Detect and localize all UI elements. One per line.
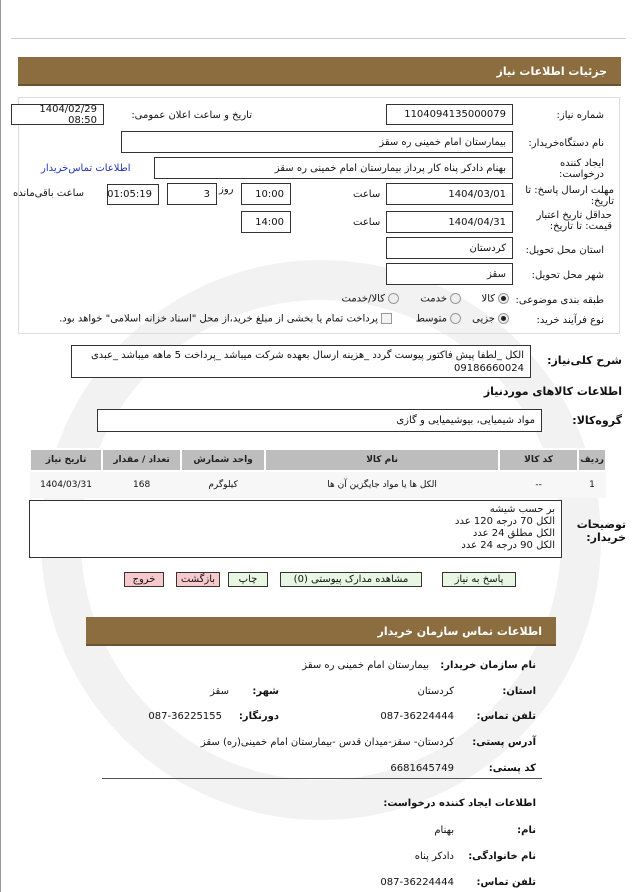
buyer-org-field: بیمارستان امام خمینی ره سقز [121,131,513,153]
exit-button[interactable]: خروج [124,572,164,587]
city-label: شهر محل تحویل: [531,270,604,281]
table-row [30,471,606,498]
category-radio-both[interactable]: کالا/خدمت [342,293,403,305]
phone-label: تلفن تماس: [476,711,536,722]
creator-info-title: اطلاعات ایجاد کننده درخواست: [383,798,536,809]
city-value: سقز [210,686,229,697]
category-radio-goods[interactable]: کالا [481,293,512,305]
validity-time-label: ساعت [353,217,381,228]
treasury-payment-checkbox[interactable]: پرداخت تمام یا بخشی از مبلغ خرید،از محل "اسناد خزانه اسلامی" خواهد بود. [59,313,395,325]
attachments-button[interactable]: مشاهده مدارک پیوستی (0) [280,572,422,587]
remaining-label: ساعت باقی‌مانده [13,188,85,199]
creator-field: بهنام دادکر پناه کار پرداز بیمارستان امام خمینی ره سقز [154,157,513,179]
cell-qty: 168 [102,471,181,498]
province-value: کردستان [417,686,454,697]
divider [102,778,542,779]
fax-value: 087-36225155 [148,711,222,722]
goods-title: اطلاعات کالاهای موردنیاز [483,385,622,398]
announce-field: 1404/02/29 08:50 [11,104,104,125]
need-number-label: شماره نیاز: [556,110,604,121]
contact-title: اطلاعات تماس سازمان خریدار [377,625,542,638]
phone-value: 087-36224444 [380,711,454,722]
cell-name: الکل ها یا مواد جایگزین آن ها [265,471,499,498]
description-label: شرح کلی‌نیاز: [547,354,622,367]
cell-unit: کیلوگرم [181,471,265,498]
col-name: نام کالا [265,449,499,471]
notes-label: توضیحات خریدار: [576,518,626,544]
days-field: 3 [167,183,217,205]
note-line: الکل 70 درجه 120 عدد [455,516,555,527]
remaining-field: 01:05:19 [107,184,159,205]
back-button[interactable]: بازگشت [176,572,220,587]
province-label: استان: [502,686,536,697]
creator-phone-value: 087-36224444 [380,877,454,888]
deadline-time-label: ساعت [353,189,381,200]
city-field: سقز [386,263,513,285]
col-date: تاریخ نیاز [30,449,102,471]
description-field: الکل _لطفا پیش فاکتور پیوست گردد _هزینه ارسال بعهده شرکت میباشد _پرداخت 5 ماهه میباشد _عبدی 09186660024 [71,345,531,378]
org-value: بیمارستان امام خمینی ره سقز [302,660,429,671]
process-radio-medium[interactable]: متوسط [416,313,464,325]
table-header [30,449,606,471]
divider [11,38,626,39]
contact-header [86,617,556,646]
validity-time-field: 14:00 [241,211,291,233]
col-code: کد کالا [499,449,578,471]
category-radio-service[interactable]: خدمت [420,293,464,305]
city-label: شهر: [252,686,279,697]
col-qty: تعداد / مقدار [102,449,181,471]
org-label: نام سازمان خریدار: [440,660,536,671]
page-title: جزئیات اطلاعات نیاز [496,65,607,78]
reply-button[interactable]: پاسخ به نیاز [442,572,516,587]
deadline-time-field: 10:00 [241,183,291,205]
page-header [18,57,621,86]
name-value: بهنام [434,825,454,836]
cell-code: -- [499,471,578,498]
note-line: الکل 90 درجه 24 عدد [461,540,555,551]
col-row: ردیف [578,449,606,471]
note-line: الکل مطلق 24 عدد [472,528,555,539]
print-button[interactable]: چاپ [228,572,268,587]
cell-row: 1 [578,471,606,498]
goods-group-label: گروه‌کالا: [572,414,622,427]
province-field: کردستان [386,237,513,259]
postal-value: 6681645749 [390,763,454,774]
address-value: کردستان- سقز-میدان قدس -بیمارستان امام خمینی(ره) سقز [200,737,454,748]
col-unit: واحد شمارش [181,449,265,471]
process-radio-minor[interactable]: جزیی [472,313,512,325]
buyer-org-label: نام دستگاه‌خریدار: [528,138,604,149]
deadline-date-field: 1404/03/01 [386,183,513,205]
cell-date: 1404/03/31 [30,471,102,498]
province-label: استان محل تحویل: [525,245,604,256]
need-number-field: 1104094135000079 [386,104,513,125]
category-label: طبقه بندی موضوعی: [515,295,604,306]
goods-table [29,448,607,498]
address-label: آدرس پستی: [472,737,536,748]
goods-group-field: مواد شیمیایی، بیوشیمیایی و گازی [97,409,542,432]
announce-label: تاریخ و ساعت اعلان عمومی: [131,110,252,121]
creator-label: ایجاد کننده درخواست: [559,158,604,180]
postal-label: کد پستی: [488,763,536,774]
validity-label: حداقل تاریخ اعتبار قیمت: تا تاریخ: [536,210,612,232]
deadline-label: مهلت ارسال پاسخ: تا تاریخ: [525,185,614,207]
notes-field [29,500,562,558]
note-line: بر حسب شیشه [489,504,555,515]
family-value: دادکر پناه [414,851,454,862]
process-label: نوع فرآیند خرید: [536,315,604,326]
day-label: روز [219,184,234,195]
buyer-contact-link[interactable]: اطلاعات تماس‌خریدار [41,163,131,174]
family-label: نام خانوادگی: [468,851,536,862]
name-label: نام: [517,825,536,836]
validity-date-field: 1404/04/31 [386,211,513,233]
fax-label: دورنگار: [238,711,279,722]
creator-phone-label: تلفن تماس: [476,877,536,888]
